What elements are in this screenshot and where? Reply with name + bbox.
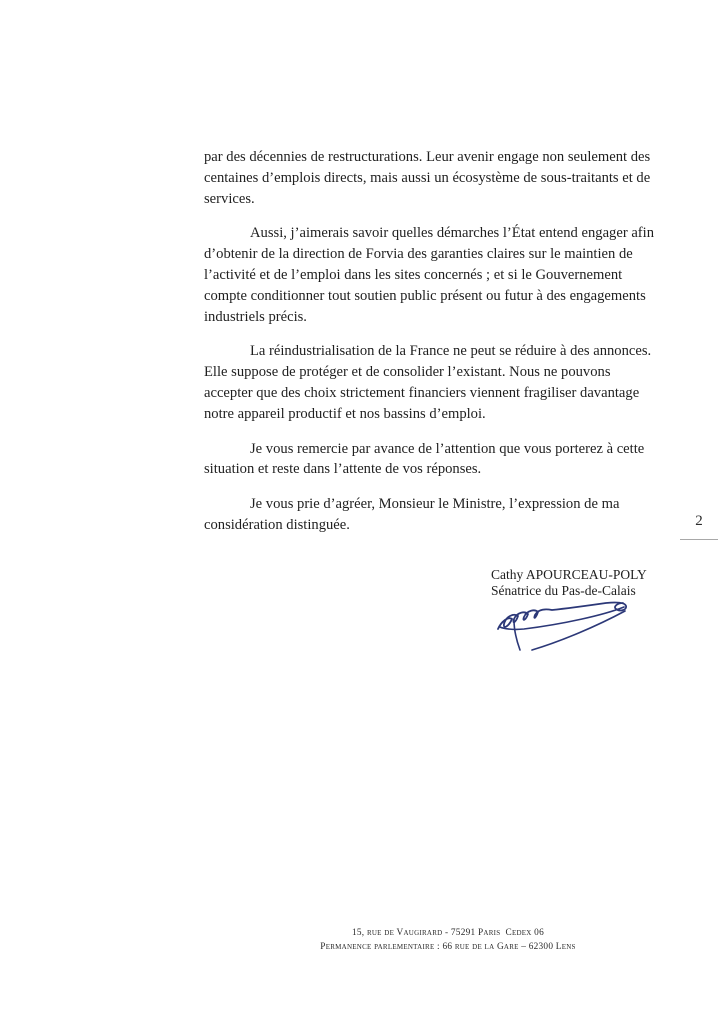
handwritten-signature (494, 601, 636, 655)
paragraph-continuation: par des décennies de restructurations. Leur avenir engage non seulement des centaines d’emplois directs, mais aussi un écosystème de sous-traitants et de services. (204, 149, 651, 207)
page-number-rule (680, 539, 718, 540)
signatory-title: Sénatrice du Pas-de-Calais (491, 583, 636, 598)
paragraph-reindustrialisation: La réindustrialisation de la France ne peut se réduire à des annonces. Elle suppose de protéger et de consolider l’existant. Nous ne pouvons accepter que des choix strictement financiers viennent fragiliser davantage notre appareil productif et nos bassins d’emploi. (204, 343, 652, 422)
signatory-name: Cathy APOURCEAU-POLY (491, 567, 647, 582)
footer-address-paris: 15, rue de Vaugirard - 75291 Paris Cedex 06 (352, 928, 544, 938)
paragraph-remerciement: Je vous remercie par avance de l’attention que vous porterez à cette situation et reste dans l’attente de vos réponses. (204, 440, 645, 478)
signature-block (491, 567, 647, 599)
letter-body (204, 147, 657, 550)
page-number: 2 (695, 513, 703, 529)
paragraph-demarches: Aussi, j’aimerais savoir quelles démarches l’État entend engager afin d’obtenir de la direction de Forvia des garanties claires sur le maintien de l’activité et de l’emploi dans les sites concernés ; et si le Gouvernement compte conditionner tout soutien public présent ou futur à des engagements industriels précis. (204, 225, 655, 325)
footer-address-lens: Permanence parlementaire : 66 rue de la Gare – 62300 Lens (320, 942, 576, 952)
page-footer (148, 926, 724, 954)
paragraph-formule-politesse: Je vous prie d’agréer, Monsieur le Ministre, l’expression de ma considération distinguée. (204, 496, 620, 533)
signature-ink (498, 602, 626, 650)
